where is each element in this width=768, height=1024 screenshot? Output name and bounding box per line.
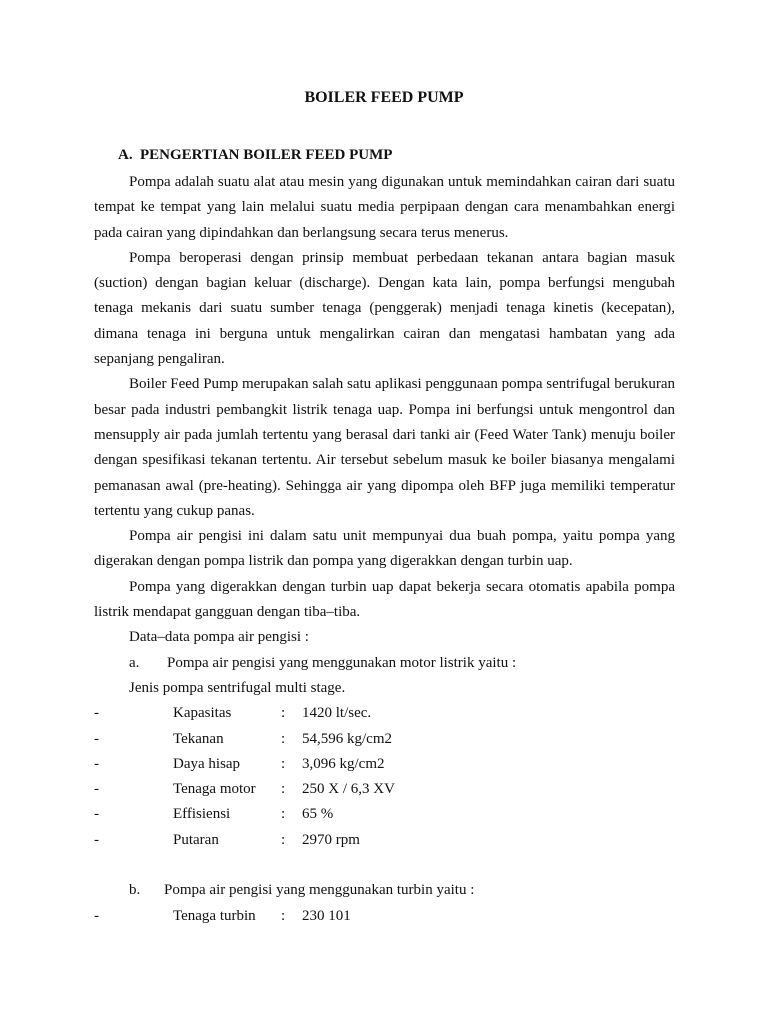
paragraph: Pompa yang digerakkan dengan turbin uap dapat bekerja secara otomatis apabila pompa listrik mendapat gangguan dengan tiba–tiba. bbox=[94, 578, 675, 621]
spec-label: Kapasitas bbox=[173, 705, 232, 722]
body-text bbox=[94, 170, 675, 929]
pump-type-line: Jenis pompa sentrifugal multi stage. bbox=[129, 679, 346, 696]
spec-row bbox=[94, 727, 675, 752]
spec-value: 2970 rpm bbox=[302, 831, 360, 848]
spec-colon: : bbox=[281, 755, 286, 772]
list-item-a bbox=[94, 651, 675, 676]
spec-label: Daya hisap bbox=[173, 755, 241, 772]
paragraph: Pompa air pengisi ini dalam satu unit mempunyai dua buah pompa, yaitu pompa yang digerakan dengan pompa listrik dan pompa yang digerakkan dengan turbin uap. bbox=[94, 528, 675, 570]
data-intro: Data–data pompa air pengisi : bbox=[129, 629, 309, 646]
spec-colon: : bbox=[281, 730, 286, 747]
paragraph: Boiler Feed Pump merupakan salah satu aplikasi penggunaan pompa sentrifugal berukuran besar pada industri pembangkit listrik tenaga uap. Pompa ini berfungsi untuk mengontrol dan mensupply air pada jumlah tertentu yang berasal dari tanki air (Feed Water Tank) menuju boiler dengan spesifikasi tekanan tertentu. Air tersebut sebelum masuk ke boiler biasanya mengalami pemanasan awal (pre-heating). Sehingga air yang dipompa oleh BFP juga memiliki temperatur tertentu yang cukup panas. bbox=[94, 376, 675, 519]
paragraph: Pompa adalah suatu alat atau mesin yang digunakan untuk memindahkan cairan dari suatu tempat ke tempat yang lain melalui suatu media perpipaan dengan cara menambahkan energi pada cairan yang dipindahkan dan berlangsung secara terus menerus. bbox=[94, 174, 675, 241]
spec-list-a bbox=[94, 701, 675, 853]
spec-value: 3,096 kg/cm2 bbox=[302, 755, 385, 772]
spec-label: Putaran bbox=[173, 831, 219, 848]
spec-value: 250 X / 6,3 XV bbox=[302, 781, 395, 798]
spec-colon: : bbox=[281, 705, 286, 722]
spec-colon: : bbox=[281, 907, 286, 924]
spec-row bbox=[94, 828, 675, 853]
spec-colon: : bbox=[281, 781, 286, 798]
spec-row bbox=[94, 701, 675, 726]
section-heading bbox=[118, 146, 392, 164]
spec-row bbox=[94, 802, 675, 827]
spec-row bbox=[94, 904, 675, 929]
spec-row bbox=[94, 752, 675, 777]
spec-value: 230 101 bbox=[302, 907, 351, 924]
list-marker: b. bbox=[129, 882, 141, 899]
spec-value: 65 % bbox=[302, 806, 334, 823]
paragraph: Pompa beroperasi dengan prinsip membuat perbedaan tekanan antara bagian masuk (suction) dengan bagian keluar (discharge). Dengan kata lain, pompa berfungsi mengubah tenaga mekanis dari suatu sumber tenaga (penggerak) menjadi tenaga kinetis (kecepatan), dimana tenaga ini berguna untuk mengalirkan cairan dan mengatasi hambatan yang ada sepanjang pengaliran. bbox=[94, 249, 675, 368]
spec-colon: : bbox=[281, 831, 286, 848]
spec-dash: - bbox=[94, 781, 99, 798]
list-item-text: Pompa air pengisi yang menggunakan turbin yaitu : bbox=[164, 882, 475, 899]
spec-value: 1420 lt/sec. bbox=[302, 705, 372, 722]
spec-label: Tenaga turbin bbox=[173, 907, 256, 924]
spec-label: Effisiensi bbox=[173, 806, 231, 823]
page-title: BOILER FEED PUMP bbox=[304, 89, 464, 106]
spec-list-b bbox=[94, 904, 675, 929]
spec-dash: - bbox=[94, 831, 99, 848]
spec-value: 54,596 kg/cm2 bbox=[302, 730, 392, 747]
list-item-text: Pompa air pengisi yang menggunakan motor listrik yaitu : bbox=[167, 654, 517, 671]
spec-colon: : bbox=[281, 806, 286, 823]
list-item-b bbox=[94, 878, 675, 903]
spec-dash: - bbox=[94, 907, 99, 924]
spec-dash: - bbox=[94, 730, 99, 747]
list-marker: a. bbox=[129, 654, 140, 671]
spec-label: Tenaga motor bbox=[173, 781, 256, 798]
spec-dash: - bbox=[94, 806, 99, 823]
section-heading-text: PENGERTIAN BOILER FEED PUMP bbox=[140, 147, 393, 163]
spec-row bbox=[94, 777, 675, 802]
spec-dash: - bbox=[94, 755, 99, 772]
spec-label: Tekanan bbox=[173, 730, 224, 747]
spec-dash: - bbox=[94, 705, 99, 722]
section-letter: A. bbox=[118, 147, 133, 163]
